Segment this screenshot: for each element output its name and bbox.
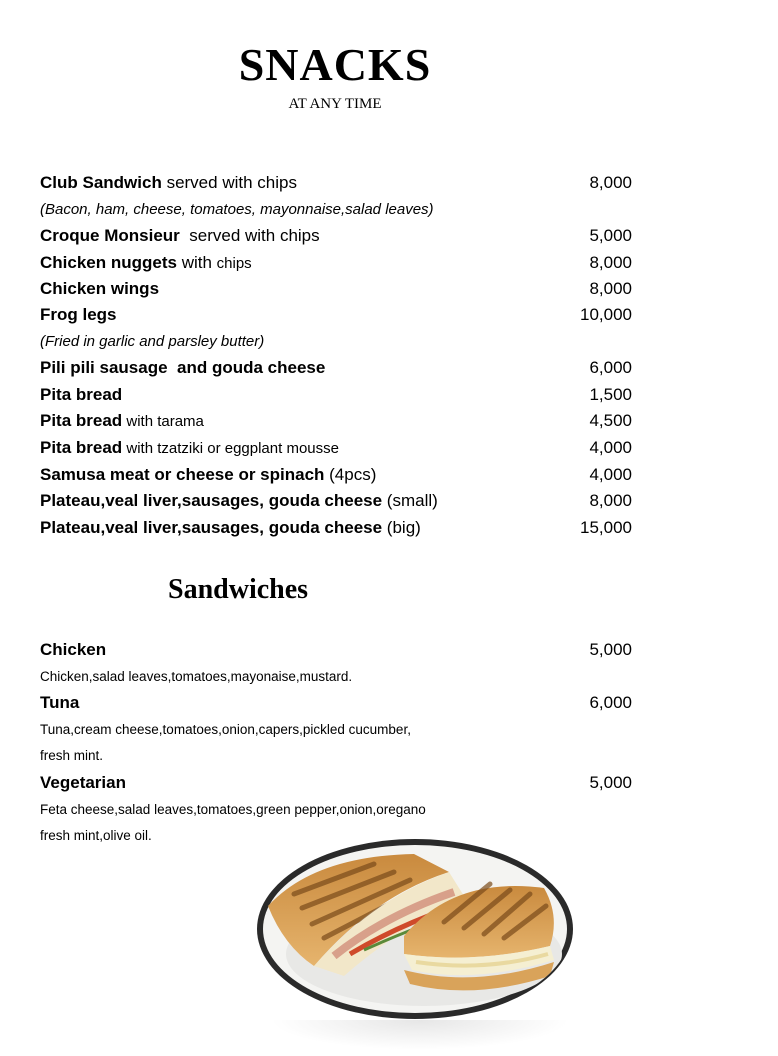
menu-item-pili-pili-sausage: [40, 356, 632, 380]
item-price: 15,000: [580, 518, 632, 537]
item-name: Samusa meat or cheese or spinach: [40, 465, 325, 484]
item-extra: (big): [382, 518, 421, 537]
item-description: fresh mint.: [40, 748, 104, 763]
item-description: fresh mint,olive oil.: [40, 828, 152, 843]
item-note-frog-legs: (Fried in garlic and parsley butter): [40, 333, 265, 350]
item-extra: served with chips: [179, 226, 320, 245]
menu-item-chicken-wings: [40, 277, 632, 301]
item-extra: with: [176, 253, 217, 272]
item-name: Plateau,veal liver,sausages, gouda cheese: [40, 518, 383, 537]
menu-title: SNACKS: [238, 39, 432, 90]
item-name: Pita bread: [40, 385, 123, 404]
menu-item-plateau-big: [40, 516, 632, 540]
item-price: 6,000: [589, 358, 632, 377]
item-name: Frog legs: [40, 305, 117, 324]
item-extra: served with chips: [161, 173, 297, 192]
menu-item-frog-legs: [40, 303, 632, 327]
item-description: Feta cheese,salad leaves,tomatoes,green pepper,onion,oregano: [40, 802, 426, 817]
item-name: Chicken nuggets: [40, 253, 177, 272]
item-name: Pita bread: [40, 438, 123, 457]
item-extra: (small): [382, 491, 438, 510]
item-name: Chicken wings: [40, 279, 160, 298]
item-price: 4,000: [589, 438, 632, 457]
menu-item-samusa: [40, 463, 632, 487]
item-price: 4,000: [589, 465, 632, 484]
panini-sandwich-plate-image: [254, 836, 576, 1022]
item-price: 5,000: [589, 773, 632, 792]
menu-item-tuna-sandwich: [40, 691, 632, 715]
item-name: Tuna: [40, 693, 80, 712]
menu-item-croque-monsieur: [40, 224, 632, 248]
item-price: 5,000: [589, 640, 632, 659]
item-price: 10,000: [580, 305, 632, 324]
item-price: 8,000: [589, 253, 632, 272]
item-extra-small: with tzatziki or eggplant mousse: [122, 440, 339, 457]
item-description: Tuna,cream cheese,tomatoes,onion,capers,pickled cucumber,: [40, 722, 411, 737]
menu-item-pita-bread: [40, 383, 632, 407]
image-shadow: [270, 1020, 570, 1050]
item-price: 8,000: [589, 491, 632, 510]
item-note-club-sandwich: (Bacon, ham, cheese, tomatoes, mayonnaise,salad leaves): [40, 201, 434, 218]
item-price: 6,000: [589, 693, 632, 712]
item-price: 5,000: [589, 226, 632, 245]
item-price: 8,000: [589, 279, 632, 298]
item-name: Plateau,veal liver,sausages, gouda cheese: [40, 491, 383, 510]
item-extra: (4pcs): [324, 465, 377, 484]
item-name: Croque Monsieur: [40, 226, 180, 245]
item-name: Chicken: [40, 640, 107, 659]
section-title-sandwiches: Sandwiches: [168, 574, 309, 605]
item-name: Pili pili sausage and gouda cheese: [40, 358, 326, 377]
item-name: Pita bread: [40, 411, 123, 430]
item-name: Vegetarian: [40, 773, 126, 792]
menu-item-chicken-sandwich: [40, 638, 632, 662]
menu-subtitle: AT ANY TIME: [288, 96, 382, 112]
item-name: Club Sandwich: [40, 173, 162, 192]
item-description: Chicken,salad leaves,tomatoes,mayonaise,mustard.: [40, 669, 353, 684]
menu-item-pita-bread-tzatziki: [40, 436, 632, 460]
menu-item-club-sandwich: [40, 171, 632, 195]
item-price: 4,500: [589, 411, 632, 430]
menu-item-chicken-nuggets: [40, 251, 632, 275]
item-extra-small: chips: [216, 255, 252, 272]
item-price: 8,000: [589, 173, 632, 192]
menu-item-vegetarian-sandwich: [40, 771, 632, 795]
menu-item-pita-bread-tarama: [40, 409, 632, 433]
item-extra-small: with tarama: [122, 413, 204, 430]
item-price: 1,500: [589, 385, 632, 404]
menu-item-plateau-small: [40, 489, 632, 513]
